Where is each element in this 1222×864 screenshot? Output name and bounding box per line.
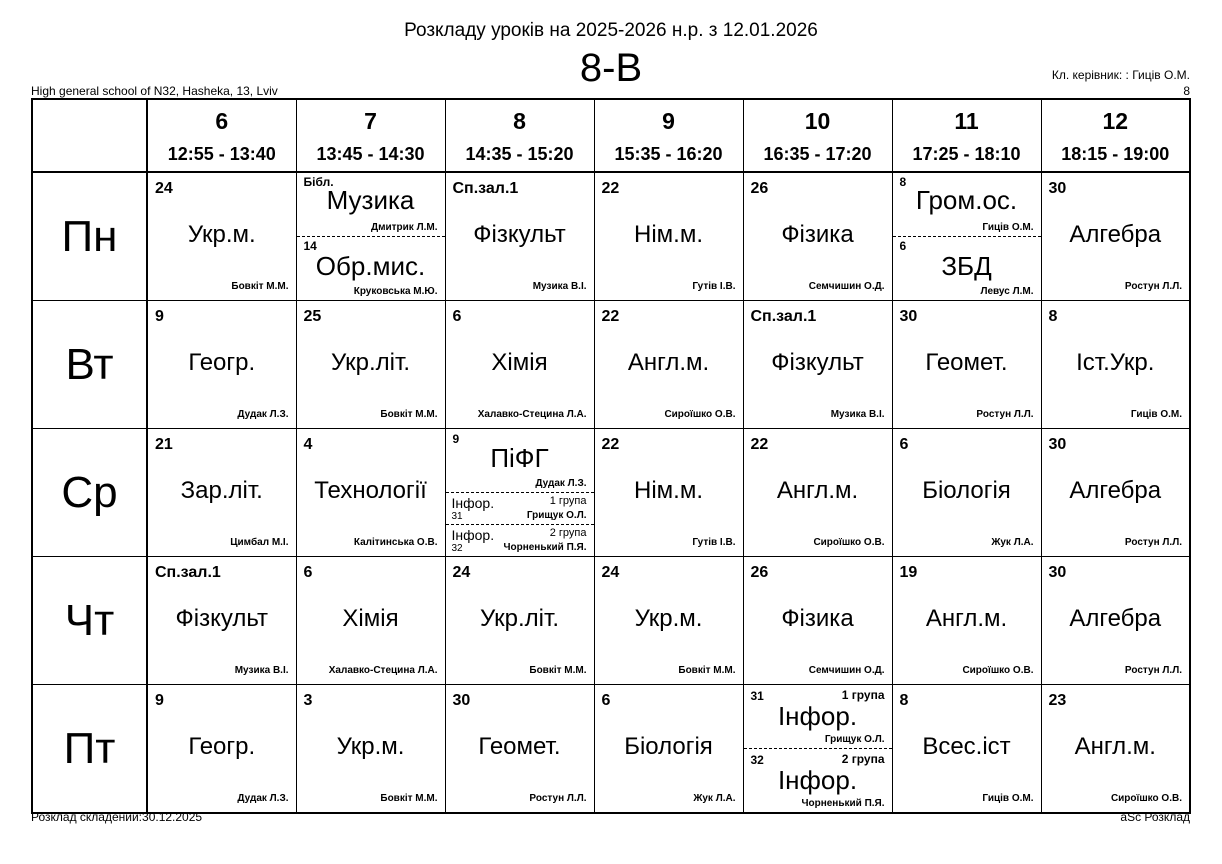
lesson-teacher: Халавко-Стецина Л.А.: [328, 665, 438, 676]
lesson-teacher: Жук Л.А.: [991, 537, 1034, 548]
period-time: 14:35 - 15:20: [465, 144, 574, 164]
lesson-main: [446, 429, 594, 493]
day-label: Вт: [32, 301, 147, 429]
lesson-room: 23: [1048, 692, 1067, 709]
lesson-half: [744, 685, 892, 749]
lesson-subject: Іст.Укр.: [1076, 349, 1155, 376]
lesson-cell: [445, 685, 594, 814]
page-title: Розкладу уроків на 2025-2026 н.р. з 12.01.2026: [404, 20, 818, 41]
lesson-cell: [594, 301, 743, 429]
lesson-teacher: Гиців О.М.: [1130, 409, 1182, 420]
lesson-room: 6: [601, 692, 611, 709]
period-number: 6: [215, 108, 229, 134]
lesson-teacher: Грищук О.Л.: [824, 734, 885, 745]
lesson-cell: [594, 172, 743, 301]
lesson-teacher: Гиців О.М.: [982, 222, 1034, 233]
lesson-subject: Алгебра: [1069, 477, 1162, 504]
lesson-cell: [892, 172, 1041, 301]
lesson-subject: Англ.м.: [1074, 733, 1156, 760]
lesson-subject: Англ.м.: [776, 477, 859, 504]
lesson-group-label: 1 група: [549, 495, 587, 507]
lesson-cell: [445, 557, 594, 685]
lesson-teacher: Цимбал М.І.: [230, 537, 289, 548]
day-label: Ср: [32, 429, 147, 557]
lesson-subject: Інфор.: [777, 701, 858, 731]
lesson-subject: Укр.м.: [336, 733, 405, 760]
lesson-teacher: Бовкіт М.М.: [380, 793, 438, 804]
period-time: 15:35 - 16:20: [614, 144, 723, 164]
lesson-subject: Алгебра: [1069, 221, 1162, 248]
lesson-teacher: Ростун Л.Л.: [529, 793, 587, 804]
lesson-cell: [1041, 557, 1190, 685]
period-number: 12: [1102, 108, 1129, 134]
lesson-subject: Технології: [314, 477, 427, 504]
period-header: [445, 99, 594, 172]
lesson-teacher: Жук Л.А.: [693, 793, 736, 804]
lesson-room: 30: [1048, 564, 1067, 581]
lesson-subject: Нім.м.: [634, 221, 703, 248]
lesson-room: 32: [750, 753, 764, 767]
day-row: [32, 685, 1190, 814]
lesson-cell: [147, 301, 296, 429]
lesson-teacher: Сироїшко О.В.: [962, 665, 1034, 676]
lesson-half: [744, 749, 892, 812]
lesson-subject: Геогр.: [188, 733, 256, 760]
lesson-subject: Геомет.: [925, 349, 1008, 376]
lesson-subject: Хімія: [342, 605, 399, 632]
lesson-room: 6: [452, 308, 462, 325]
lesson-room: 8: [899, 175, 907, 189]
lesson-cell: [892, 557, 1041, 685]
lesson-cell: [296, 301, 445, 429]
lesson-subject: Інфор.: [451, 527, 495, 543]
lesson-teacher: Гиців О.М.: [982, 793, 1034, 804]
lesson-teacher: Дудак Л.З.: [237, 793, 289, 804]
school-name: High general school of N32, Hasheka, 13, Lviv: [31, 84, 278, 98]
lesson-cell: [296, 557, 445, 685]
lesson-subject: Фізкульт: [473, 221, 566, 248]
lesson-room: 24: [601, 564, 620, 581]
lesson-subject: Нім.м.: [634, 477, 703, 504]
day-row: [32, 557, 1190, 685]
lesson-subject: Біологія: [922, 477, 1011, 504]
lesson-room: 26: [750, 564, 769, 581]
lesson-teacher: Гутів І.В.: [692, 537, 736, 548]
lesson-room: 30: [1048, 180, 1067, 197]
lesson-teacher: Круковська М.Ю.: [353, 286, 438, 297]
lesson-cell: [1041, 172, 1190, 301]
lesson-cell: [296, 172, 445, 301]
lesson-teacher: Сироїшко О.В.: [813, 537, 885, 548]
lesson-cell: [594, 685, 743, 814]
lesson-room: 30: [452, 692, 471, 709]
lesson-cell: [147, 557, 296, 685]
period-number: 8: [513, 108, 526, 134]
period-time: 16:35 - 17:20: [763, 144, 872, 164]
lesson-room: 19: [899, 564, 918, 581]
period-time: 18:15 - 19:00: [1061, 144, 1170, 164]
footer-created: Розклад складений:30.12.2025: [31, 810, 203, 824]
lesson-cell: [892, 301, 1041, 429]
period-time: 12:55 - 13:40: [167, 144, 276, 164]
lesson-teacher: Левус Л.М.: [980, 286, 1034, 297]
lesson-room: 6: [899, 436, 909, 453]
lesson-room: 6: [899, 239, 907, 253]
lesson-cell: [445, 172, 594, 301]
period-number: 10: [804, 108, 831, 134]
lesson-room: 9: [155, 692, 164, 709]
lesson-room: 4: [303, 436, 313, 453]
lesson-half: [297, 173, 445, 237]
lesson-teacher: Дудак Л.З.: [535, 478, 587, 489]
day-label: Чт: [32, 557, 147, 685]
lesson-cell: [1041, 301, 1190, 429]
lesson-subject: Алгебра: [1069, 605, 1162, 632]
day-label: Пн: [32, 172, 147, 301]
lesson-subject: ЗБД: [941, 251, 992, 281]
lesson-room: 6: [303, 564, 313, 581]
period-header: [743, 99, 892, 172]
day-label: Пт: [32, 685, 147, 814]
lesson-teacher: Грищук О.Л.: [526, 510, 587, 521]
lesson-teacher: Чорненький П.Я.: [801, 798, 885, 809]
lesson-room: 3: [303, 692, 313, 709]
lesson-room: 22: [601, 308, 620, 325]
lesson-room: Сп.зал.1: [452, 180, 519, 197]
lesson-cell: [743, 685, 892, 814]
lesson-cell: [1041, 429, 1190, 557]
lesson-room: 9: [452, 432, 460, 446]
lesson-teacher: Дудак Л.З.: [237, 409, 289, 420]
period-number: 7: [364, 108, 377, 134]
period-number: 11: [954, 108, 979, 134]
lesson-room: 8: [1048, 308, 1058, 325]
lesson-room: Сп.зал.1: [155, 564, 221, 581]
lesson-subject: Обр.мис.: [315, 251, 426, 281]
class-teacher: Кл. керівник: : Гиців О.М.: [1051, 68, 1190, 82]
lesson-teacher: Ростун Л.Л.: [1124, 537, 1182, 548]
lesson-subject: Гром.ос.: [915, 185, 1018, 215]
period-header: [892, 99, 1041, 172]
lesson-group: [446, 525, 594, 556]
lesson-room: 8: [899, 692, 909, 709]
lesson-cell: [147, 685, 296, 814]
lesson-teacher: Бовкіт М.М.: [678, 665, 736, 676]
lesson-room: 9: [155, 308, 164, 325]
lesson-cell: [147, 429, 296, 557]
period-header: [594, 99, 743, 172]
lesson-cell: [445, 301, 594, 429]
lesson-cell: [743, 301, 892, 429]
lesson-subject: Англ.м.: [627, 349, 710, 376]
lesson-cell: [296, 429, 445, 557]
period-header: [1041, 99, 1190, 172]
lesson-subject: Англ.м.: [925, 605, 1008, 632]
lesson-teacher: Сироїшко О.В.: [1110, 793, 1182, 804]
lesson-subject: Хімія: [491, 349, 548, 376]
lesson-room: 22: [601, 180, 620, 197]
lesson-cell: [892, 429, 1041, 557]
lesson-group-label: 2 група: [841, 752, 885, 766]
lesson-room: 24: [452, 564, 471, 581]
lesson-cell: [594, 557, 743, 685]
timetable: [31, 98, 1191, 814]
lesson-room: Бібл.: [303, 175, 334, 189]
lesson-room: 31: [451, 511, 463, 522]
lesson-teacher: Музика В.І.: [234, 665, 289, 676]
lesson-teacher: Гутів І.В.: [692, 281, 736, 292]
lesson-teacher: Семчишин О.Д.: [808, 665, 885, 676]
lesson-room: 21: [155, 436, 173, 453]
period-time: 13:45 - 14:30: [316, 144, 425, 164]
lesson-room: 25: [303, 308, 322, 325]
lesson-teacher: Чорненький П.Я.: [503, 542, 587, 553]
lesson-group: [446, 493, 594, 525]
page-number: 8: [1183, 84, 1190, 98]
lesson-room: 26: [750, 180, 769, 197]
lesson-cell: [892, 685, 1041, 814]
lesson-teacher: Халавко-Стецина Л.А.: [477, 409, 587, 420]
corner-cell: [32, 99, 147, 172]
lesson-cell: [1041, 685, 1190, 814]
lesson-subject: Фізика: [781, 605, 854, 632]
lesson-subject: Інфор.: [451, 495, 495, 511]
lesson-teacher: Ростун Л.Л.: [1124, 281, 1182, 292]
lesson-teacher: Музика В.І.: [830, 409, 885, 420]
lesson-group-label: 1 група: [841, 688, 885, 702]
lesson-cell: [743, 429, 892, 557]
lesson-subject: Укр.літ.: [330, 349, 411, 376]
lesson-subject: Укр.м.: [187, 221, 256, 248]
lesson-subject: Зар.літ.: [180, 477, 263, 504]
period-time: 17:25 - 18:10: [912, 144, 1021, 164]
lesson-teacher: Бовкіт М.М.: [231, 281, 289, 292]
lesson-room: 24: [155, 180, 173, 197]
lesson-subject: Фізкульт: [771, 349, 864, 376]
day-row: [32, 429, 1190, 557]
lesson-half: [893, 237, 1041, 300]
lesson-room: 30: [899, 308, 918, 325]
day-row: [32, 301, 1190, 429]
lesson-cell: [743, 172, 892, 301]
period-number: 9: [662, 108, 675, 134]
lesson-cell: [147, 172, 296, 301]
lesson-room: 31: [750, 689, 764, 703]
lesson-subject: Фізкульт: [175, 605, 268, 632]
lesson-subject: Інфор.: [777, 765, 858, 795]
lesson-subject: Геогр.: [188, 349, 256, 376]
lesson-group-label: 2 група: [549, 527, 587, 539]
lesson-room: 22: [601, 436, 620, 453]
lesson-teacher: Сироїшко О.В.: [664, 409, 736, 420]
lesson-cell: [594, 429, 743, 557]
lesson-room: Сп.зал.1: [750, 308, 817, 325]
lesson-teacher: Ростун Л.Л.: [976, 409, 1034, 420]
lesson-teacher: Бовкіт М.М.: [380, 409, 438, 420]
lesson-teacher: Дмитрик Л.М.: [370, 222, 438, 233]
lesson-room: 30: [1048, 436, 1067, 453]
lesson-room: 32: [451, 543, 463, 554]
lesson-room: 14: [303, 239, 317, 253]
lesson-teacher: Калітинська О.В.: [353, 537, 438, 548]
lesson-teacher: Музика В.І.: [532, 281, 587, 292]
lesson-teacher: Бовкіт М.М.: [529, 665, 587, 676]
lesson-half: [893, 173, 1041, 237]
lesson-teacher: Семчишин О.Д.: [808, 281, 885, 292]
footer-app: aSc Розклад: [1120, 810, 1190, 824]
lesson-subject: Геомет.: [478, 733, 561, 760]
lesson-cell: [296, 685, 445, 814]
lesson-subject: Укр.м.: [634, 605, 703, 632]
period-header: [147, 99, 296, 172]
lesson-half: [297, 237, 445, 300]
lesson-teacher: Ростун Л.Л.: [1124, 665, 1182, 676]
lesson-cell: [743, 557, 892, 685]
lesson-subject: Всес.іст: [922, 733, 1011, 760]
lesson-room: 22: [750, 436, 769, 453]
lesson-subject: Фізика: [781, 221, 854, 248]
lesson-cell: [445, 429, 594, 557]
lesson-subject: Біологія: [624, 733, 713, 760]
lesson-subject: Музика: [326, 185, 415, 215]
lesson-subject: Укр.літ.: [479, 605, 560, 632]
lesson-subject: ПіФГ: [490, 443, 549, 473]
class-name: 8-В: [579, 46, 643, 90]
period-header: [296, 99, 445, 172]
day-row: [32, 172, 1190, 301]
